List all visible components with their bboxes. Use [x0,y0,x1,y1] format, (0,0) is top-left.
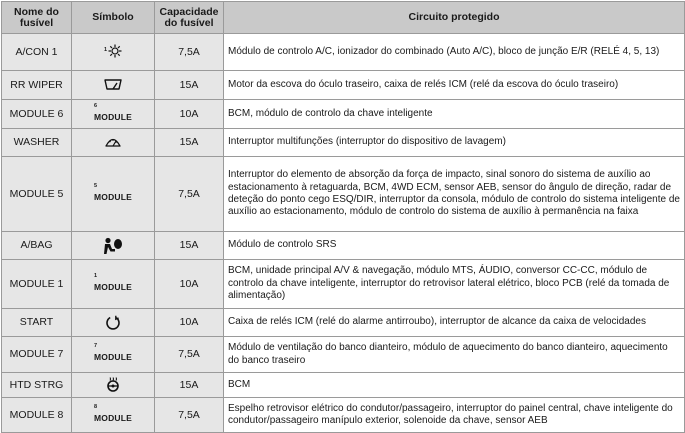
rear-wiper-icon [103,78,123,92]
table-row [2,309,685,337]
table-row [2,157,685,232]
fuse-capacity: 15A [155,71,224,100]
fuse-capacity: 7,5A [155,34,224,71]
fuse-symbol [72,100,155,129]
circuit-description: Módulo de controlo SRS [224,232,685,260]
start-icon [105,315,121,331]
table-header-row [2,2,685,34]
table-row [2,260,685,309]
ac-fan-icon [108,44,122,58]
column-header-name: Nome do fusível [2,2,72,34]
fuse-symbol [72,232,155,260]
fuse-capacity: 15A [155,373,224,398]
symbol-index: 1 [103,47,108,54]
fuse-capacity: 7,5A [155,337,224,373]
circuit-description: BCM, unidade principal A/V & navegação, módulo MTS, ÁUDIO, conversor CC-CC, módulo de controlo da chave inteligente, interruptor do retrovisor lateral elétrico, bloco PCB (relé da tomada de alimentação) [224,260,685,309]
circuit-description: Módulo de ventilação do banco dianteiro, módulo de aquecimento do banco dianteiro, aquecimento do banco traseiro [224,337,685,373]
circuit-description: Espelho retrovisor elétrico do condutor/passageiro, interruptor do painel central, chave inteligente do condutor/passageiro manípulo exterior, solenoide da chave, sensor AEB [224,398,685,433]
column-header-symbol: Símbolo [72,2,155,34]
table-row [2,398,685,433]
symbol-index: 7 [93,343,98,350]
circuit-description: Caixa de relés ICM (relé do alarme antirroubo), interruptor de alcance da caixa de velocidades [224,309,685,337]
fuse-name: A/BAG [2,232,72,260]
fuse-name: START [2,309,72,337]
symbol-text: MODULE [93,352,133,363]
fuse-capacity: 10A [155,309,224,337]
fuse-name: MODULE 8 [2,398,72,433]
symbol-text: MODULE [93,191,133,202]
fuse-name: WASHER [2,129,72,157]
table-row [2,337,685,373]
symbol-index: 6 [93,102,98,109]
circuit-description: BCM, módulo de controlo da chave inteligente [224,100,685,129]
table-row [2,100,685,129]
fuse-capacity: 10A [155,100,224,129]
symbol-text: MODULE [93,412,133,423]
table-row [2,71,685,100]
fuse-symbol [72,309,155,337]
airbag-icon [102,237,124,255]
symbol-text: MODULE [93,111,133,122]
fuse-symbol [72,373,155,398]
fuse-name: MODULE 1 [2,260,72,309]
symbol-index: 8 [93,403,98,410]
fuse-table [1,1,685,433]
table-row [2,129,685,157]
fuse-capacity: 7,5A [155,157,224,232]
heated-steering-icon [106,377,120,393]
circuit-description: Motor da escova do óculo traseiro, caixa de relés ICM (relé da escova do óculo traseiro) [224,71,685,100]
fuse-capacity: 15A [155,129,224,157]
table-row [2,373,685,398]
fuse-symbol [72,398,155,433]
fuse-symbol [72,129,155,157]
fuse-name: MODULE 5 [2,157,72,232]
fuse-capacity: 15A [155,232,224,260]
fuse-name: RR WIPER [2,71,72,100]
fuse-name: MODULE 6 [2,100,72,129]
table-row [2,232,685,260]
fuse-symbol [72,260,155,309]
table-row [2,34,685,71]
fuse-name: HTD STRG [2,373,72,398]
circuit-description: Interruptor do elemento de absorção da força de impacto, sinal sonoro do sistema de auxílio ao estacionamento à retaguarda, BCM, 4WD ECM, sensor AEB, sensor do ângulo de direção, radar de deteção do ponto cego ESQ/DIR, interruptor da consola, módulo de controlo do sistema inteligente de auxílio ao estacionamento, módulo de controlo do sistema de auxílio à permanência na faixa [224,157,685,232]
fuse-capacity: 10A [155,260,224,309]
fuse-name: A/CON 1 [2,34,72,71]
circuit-description: Interruptor multifunções (interruptor do dispositivo de lavagem) [224,129,685,157]
fuse-symbol [72,71,155,100]
circuit-description: BCM [224,373,685,398]
symbol-text: MODULE [93,281,133,292]
column-header-circuit: Circuito protegido [224,2,685,34]
fuse-symbol [72,337,155,373]
fuse-name: MODULE 7 [2,337,72,373]
fuse-capacity: 7,5A [155,398,224,433]
washer-icon [104,135,122,149]
fuse-symbol [72,157,155,232]
column-header-capacity: Capacidade do fusível [155,2,224,34]
symbol-index: 1 [93,272,98,279]
symbol-index: 5 [93,182,98,189]
circuit-description: Módulo de controlo A/C, ionizador do combinado (Auto A/C), bloco de junção E/R (RELÉ 4, 5, 13) [224,34,685,71]
fuse-symbol [72,34,155,71]
